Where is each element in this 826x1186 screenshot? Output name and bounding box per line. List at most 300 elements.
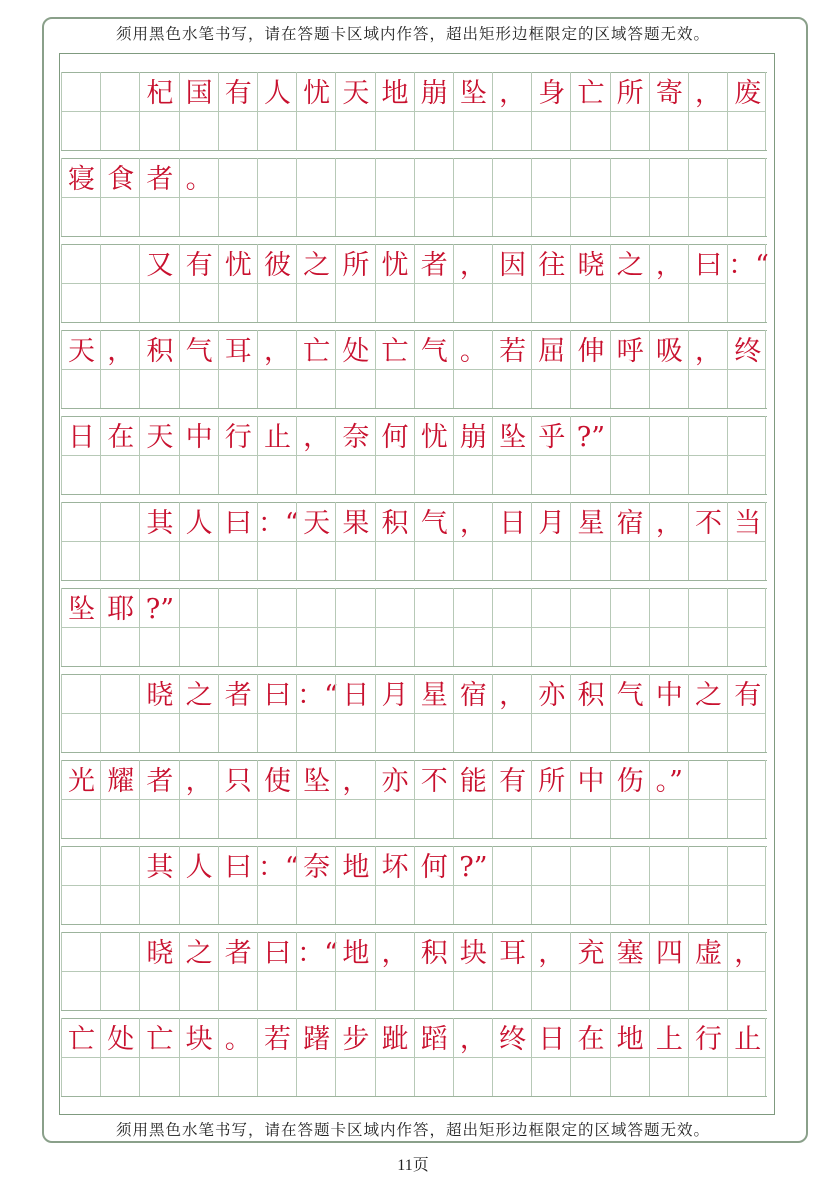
grid-cell xyxy=(570,330,609,408)
cell-character xyxy=(689,852,728,884)
grid-cell xyxy=(610,760,649,838)
grid-cell xyxy=(257,158,296,236)
cell-character: ， xyxy=(185,766,213,797)
cell-character: 所 xyxy=(616,78,644,109)
cell-character: 宿 xyxy=(616,508,644,539)
grid-cell xyxy=(218,1018,257,1096)
cell-character: 曰 xyxy=(263,680,291,711)
grid-row xyxy=(61,502,767,580)
cell-character: 躇 xyxy=(303,1024,331,1055)
grid-cell xyxy=(218,846,257,924)
grid-cell xyxy=(453,158,492,236)
grid-cell xyxy=(179,846,218,924)
grid-cell xyxy=(218,588,257,666)
cell-character: 曰 xyxy=(224,852,252,883)
grid-cell xyxy=(688,1018,727,1096)
grid-cell xyxy=(296,72,335,150)
grid-cell xyxy=(453,588,492,666)
cell-character: 耳 xyxy=(499,938,527,969)
grid-cell xyxy=(570,416,609,494)
grid-cell xyxy=(179,674,218,752)
grid-cell xyxy=(61,588,100,666)
grid-cell xyxy=(610,674,649,752)
cell-character: 若 xyxy=(499,336,527,367)
cell-character: 亡 xyxy=(68,1024,95,1055)
notice-top: 须用黑色水笔书写，请在答题卡区域内作答，超出矩形边框限定的区域答题无效。 xyxy=(115,25,710,43)
grid-cell xyxy=(335,846,374,924)
grid-cell xyxy=(139,244,178,322)
cell-character xyxy=(454,594,493,626)
grid-cell xyxy=(139,1018,178,1096)
cell-character xyxy=(689,766,728,798)
cell-character: 处 xyxy=(107,1024,135,1055)
grid-cell xyxy=(257,416,296,494)
grid-cell xyxy=(531,1018,570,1096)
cell-character: 因 xyxy=(499,250,527,281)
grid-cell xyxy=(610,158,649,236)
cell-character: ， xyxy=(655,508,683,539)
cell-character: 寝 xyxy=(68,164,95,195)
cell-character: 在 xyxy=(577,1024,605,1055)
grid-cell xyxy=(414,416,453,494)
grid-cell xyxy=(375,846,414,924)
cell-character: ?” xyxy=(145,594,175,625)
cell-character: 积 xyxy=(577,680,605,711)
cell-character: ， xyxy=(695,78,722,109)
grid-cell xyxy=(453,674,492,752)
grid-cell xyxy=(139,932,178,1010)
cell-character: 气 xyxy=(420,336,448,367)
cell-character: 之 xyxy=(695,680,722,711)
cell-character: 。 xyxy=(224,1024,252,1055)
grid-cell xyxy=(727,588,766,666)
cell-character: ， xyxy=(695,336,722,367)
cell-character: 乎 xyxy=(538,422,566,453)
grid-cell xyxy=(218,416,257,494)
grid-cell xyxy=(375,932,414,1010)
cell-character xyxy=(571,594,610,626)
grid-cell xyxy=(375,674,414,752)
cell-character xyxy=(101,852,140,884)
grid-cell xyxy=(688,416,727,494)
cell-character: 中 xyxy=(655,680,683,711)
cell-character: 人 xyxy=(263,78,291,109)
grid-cell xyxy=(100,244,139,322)
grid-cell xyxy=(727,158,766,236)
grid-cell xyxy=(610,932,649,1010)
grid-cell xyxy=(375,502,414,580)
cell-character: 地 xyxy=(381,78,409,109)
grid-cell xyxy=(296,416,335,494)
cell-character: 吸 xyxy=(655,336,683,367)
grid-cell xyxy=(649,502,688,580)
cell-character: ， xyxy=(538,938,566,969)
grid-row xyxy=(61,416,767,494)
cell-character: 有 xyxy=(224,78,252,109)
cell-character: ， xyxy=(499,680,527,711)
grid-cell xyxy=(453,72,492,150)
grid-cell xyxy=(61,72,100,150)
cell-character: 有 xyxy=(499,766,527,797)
grid-cell xyxy=(296,158,335,236)
cell-character: 四 xyxy=(655,938,683,969)
cell-character: 人 xyxy=(185,852,213,883)
grid-cell xyxy=(688,330,727,408)
grid-row xyxy=(61,932,767,1010)
grid-cell xyxy=(492,158,531,236)
cell-character xyxy=(728,594,767,626)
cell-character: 所 xyxy=(538,766,566,797)
grid-cell xyxy=(688,588,727,666)
grid-cell xyxy=(492,72,531,150)
grid-cell xyxy=(727,330,766,408)
cell-character: 国 xyxy=(185,78,213,109)
grid-cell xyxy=(727,760,766,838)
cell-character: 亡 xyxy=(577,78,605,109)
cell-character: 蹈 xyxy=(420,1024,448,1055)
cell-character xyxy=(728,766,767,798)
cell-character: 者 xyxy=(224,680,252,711)
grid-cell xyxy=(335,330,374,408)
cell-character: ， xyxy=(107,336,135,367)
cell-character xyxy=(101,250,140,282)
page-number: 11页 xyxy=(397,1157,429,1174)
grid-row xyxy=(61,72,767,150)
cell-character xyxy=(689,422,728,454)
grid-cell xyxy=(139,502,178,580)
cell-character xyxy=(611,422,650,454)
cell-character: 者 xyxy=(224,938,252,969)
grid-cell xyxy=(610,846,649,924)
cell-character xyxy=(62,78,101,110)
grid-cell xyxy=(570,932,609,1010)
grid-cell xyxy=(727,72,766,150)
grid-cell xyxy=(100,846,139,924)
cell-character: 星 xyxy=(420,680,448,711)
grid-cell xyxy=(179,588,218,666)
grid-cell xyxy=(570,1018,609,1096)
cell-character: 者 xyxy=(146,164,174,195)
grid-cell xyxy=(492,674,531,752)
cell-character: 忧 xyxy=(224,250,252,281)
grid-cell xyxy=(257,502,299,580)
cell-character: 只 xyxy=(224,766,252,797)
cell-character: 曰 xyxy=(263,938,291,969)
grid-cell xyxy=(531,502,570,580)
cell-character: ， xyxy=(499,78,527,109)
cell-character: 积 xyxy=(381,508,409,539)
cell-character: 月 xyxy=(538,508,566,539)
cell-character: 终 xyxy=(734,336,762,367)
cell-character xyxy=(297,164,336,196)
grid-cell xyxy=(139,416,178,494)
grid-cell xyxy=(61,932,100,1010)
grid-cell xyxy=(492,244,531,322)
grid-cell xyxy=(296,244,335,322)
grid-cell xyxy=(139,330,178,408)
cell-character: ， xyxy=(342,766,370,797)
grid-cell xyxy=(688,674,727,752)
cell-character xyxy=(689,164,728,196)
grid-cell xyxy=(492,330,531,408)
grid-cell xyxy=(296,760,335,838)
grid-row xyxy=(61,588,767,666)
grid-cell xyxy=(179,158,218,236)
cell-character: 虚 xyxy=(695,938,722,969)
grid-cell xyxy=(218,330,257,408)
grid-cell xyxy=(61,1018,100,1096)
grid-cell xyxy=(649,330,688,408)
cell-character: 步 xyxy=(342,1024,370,1055)
cell-character xyxy=(532,164,571,196)
grid-cell xyxy=(531,416,570,494)
cell-character: 地 xyxy=(342,852,370,883)
grid-cell xyxy=(335,244,374,322)
cell-character: 伤 xyxy=(616,766,644,797)
grid-cell xyxy=(179,932,218,1010)
grid-cell xyxy=(414,244,453,322)
grid-cell xyxy=(100,1018,139,1096)
cell-character: 奈 xyxy=(342,422,370,453)
cell-character: 有 xyxy=(185,250,213,281)
cell-character: 人 xyxy=(185,508,213,539)
cell-character xyxy=(493,852,532,884)
grid-cell xyxy=(139,158,178,236)
cell-character: 者 xyxy=(146,766,174,797)
cell-character: 亡 xyxy=(381,336,409,367)
cell-character: 跐 xyxy=(381,1024,409,1055)
grid-cell xyxy=(688,244,727,322)
grid-cell xyxy=(570,846,609,924)
grid-cell xyxy=(649,244,688,322)
cell-character: 光 xyxy=(68,766,95,797)
grid-cell xyxy=(610,416,649,494)
cell-character xyxy=(650,594,689,626)
grid-cell xyxy=(335,760,374,838)
cell-character xyxy=(219,594,258,626)
grid-cell xyxy=(375,158,414,236)
cell-character: 彼 xyxy=(263,250,291,281)
cell-character: 之 xyxy=(185,680,213,711)
cell-character: 日 xyxy=(538,1024,566,1055)
cell-character: 中 xyxy=(185,422,213,453)
grid-cell xyxy=(610,588,649,666)
cell-character xyxy=(180,594,219,626)
cell-character: 行 xyxy=(224,422,252,453)
grid-cell xyxy=(531,588,570,666)
grid-cell xyxy=(688,72,727,150)
cell-character: 地 xyxy=(342,938,370,969)
grid-cell xyxy=(375,760,414,838)
grid-cell xyxy=(218,158,257,236)
cell-character: 。 xyxy=(185,164,213,195)
grid-cell xyxy=(61,330,100,408)
grid-cell xyxy=(218,932,257,1010)
cell-character: 塞 xyxy=(616,938,644,969)
grid-cell xyxy=(257,760,296,838)
cell-character: 日 xyxy=(68,422,95,453)
cell-character: 其 xyxy=(146,508,174,539)
cell-character: 寄 xyxy=(655,78,683,109)
grid-cell xyxy=(414,330,453,408)
cell-character xyxy=(728,422,767,454)
cell-character: 宿 xyxy=(459,680,487,711)
cell-character: 废 xyxy=(734,78,762,109)
grid-cell xyxy=(570,72,609,150)
grid-cell xyxy=(61,502,100,580)
cell-character: 不 xyxy=(695,508,722,539)
grid-row xyxy=(61,760,767,838)
cell-character: 块 xyxy=(459,938,487,969)
grid-cell xyxy=(649,72,688,150)
grid-cell xyxy=(688,846,727,924)
grid-cell xyxy=(375,1018,414,1096)
cell-character xyxy=(101,680,140,712)
grid-cell xyxy=(453,244,492,322)
grid-cell xyxy=(414,72,453,150)
cell-character xyxy=(258,164,297,196)
cell-character: ， xyxy=(459,508,487,539)
grid-cell xyxy=(688,502,727,580)
grid-cell xyxy=(531,330,570,408)
cell-character: ， xyxy=(459,250,487,281)
grid-cell xyxy=(375,72,414,150)
cell-character: 亡 xyxy=(303,336,331,367)
cell-character: 处 xyxy=(342,336,370,367)
cell-character xyxy=(415,164,454,196)
grid-cell xyxy=(257,674,296,752)
grid-cell xyxy=(649,1018,688,1096)
cell-character: 充 xyxy=(577,938,605,969)
cell-character: 气 xyxy=(616,680,644,711)
grid-cell xyxy=(649,760,688,838)
grid-cell xyxy=(335,72,374,150)
grid-cell xyxy=(375,588,414,666)
cell-character: 终 xyxy=(499,1024,527,1055)
cell-character: 。 xyxy=(459,336,487,367)
cell-character: 坠 xyxy=(68,594,95,625)
grid-cell xyxy=(218,244,257,322)
grid-cell xyxy=(531,158,570,236)
cell-character: ， xyxy=(263,336,291,367)
cell-character: ?” xyxy=(459,852,488,883)
grid-cell xyxy=(531,72,570,150)
cell-character xyxy=(219,164,258,196)
grid-cell xyxy=(61,244,100,322)
cell-character: 亡 xyxy=(146,1024,174,1055)
grid-cell xyxy=(414,846,453,924)
grid-cell xyxy=(492,1018,531,1096)
cell-character: ， xyxy=(459,1024,487,1055)
cell-character: 忧 xyxy=(420,422,448,453)
grid-cell xyxy=(139,846,178,924)
grid-cell xyxy=(100,330,139,408)
grid-cell xyxy=(139,588,178,666)
grid-cell xyxy=(492,932,531,1010)
cell-character xyxy=(258,594,297,626)
cell-character: 坠 xyxy=(499,422,527,453)
grid-cell xyxy=(531,760,570,838)
cell-character: ， xyxy=(303,422,331,453)
grid-cell xyxy=(296,502,335,580)
cell-character: 若 xyxy=(263,1024,291,1055)
grid-cell xyxy=(492,588,531,666)
cell-character: 能 xyxy=(459,766,487,797)
cell-character xyxy=(62,852,101,884)
grid-cell xyxy=(100,72,139,150)
cell-character xyxy=(689,594,728,626)
grid-cell xyxy=(257,72,296,150)
cell-character xyxy=(415,594,454,626)
grid-cell xyxy=(335,1018,374,1096)
grid-cell xyxy=(100,674,139,752)
cell-character: 耀 xyxy=(107,766,135,797)
cell-character: 者 xyxy=(420,250,448,281)
grid-cell xyxy=(610,72,649,150)
cell-character: 屈 xyxy=(538,336,566,367)
grid-cell xyxy=(61,416,100,494)
grid-cell xyxy=(335,158,374,236)
cell-character: 天 xyxy=(68,336,95,367)
grid-cell xyxy=(414,760,453,838)
cell-character: 忧 xyxy=(381,250,409,281)
cell-character: 曰 xyxy=(695,250,722,281)
grid-cell xyxy=(100,158,139,236)
grid-cell xyxy=(688,760,727,838)
cell-character: 果 xyxy=(342,508,370,539)
cell-character xyxy=(571,852,610,884)
grid-cell xyxy=(570,158,609,236)
cell-character: 块 xyxy=(185,1024,213,1055)
grid-cell xyxy=(649,674,688,752)
cell-character: 坠 xyxy=(459,78,487,109)
grid-cell xyxy=(335,416,374,494)
cell-character: 曰 xyxy=(224,508,252,539)
cell-character: 止 xyxy=(263,422,291,453)
grid-cell xyxy=(610,244,649,322)
grid-row xyxy=(61,674,767,752)
cell-character xyxy=(376,594,415,626)
cell-character: 。” xyxy=(655,766,683,797)
cell-character: 天 xyxy=(146,422,174,453)
cell-character: 日 xyxy=(342,680,370,711)
grid-cell xyxy=(649,416,688,494)
grid-cell xyxy=(100,760,139,838)
cell-character: 亦 xyxy=(538,680,566,711)
cell-character: 气 xyxy=(420,508,448,539)
grid-cell xyxy=(414,158,453,236)
grid-cell xyxy=(179,416,218,494)
cell-character: 中 xyxy=(577,766,605,797)
grid-cell xyxy=(296,674,338,752)
grid-cell xyxy=(335,502,374,580)
cell-character xyxy=(650,852,689,884)
cell-character xyxy=(728,852,767,884)
cell-character xyxy=(611,164,650,196)
cell-character: 其 xyxy=(146,852,174,883)
cell-character: 在 xyxy=(107,422,135,453)
grid-cell xyxy=(570,760,609,838)
cell-character: 止 xyxy=(734,1024,762,1055)
grid-cell xyxy=(531,932,570,1010)
cell-character: 之 xyxy=(185,938,213,969)
grid-cell xyxy=(453,932,492,1010)
grid-cell xyxy=(414,674,453,752)
grid-cell xyxy=(570,502,609,580)
grid-cell xyxy=(414,502,453,580)
grid-cell xyxy=(375,330,414,408)
grid-cell xyxy=(453,760,492,838)
